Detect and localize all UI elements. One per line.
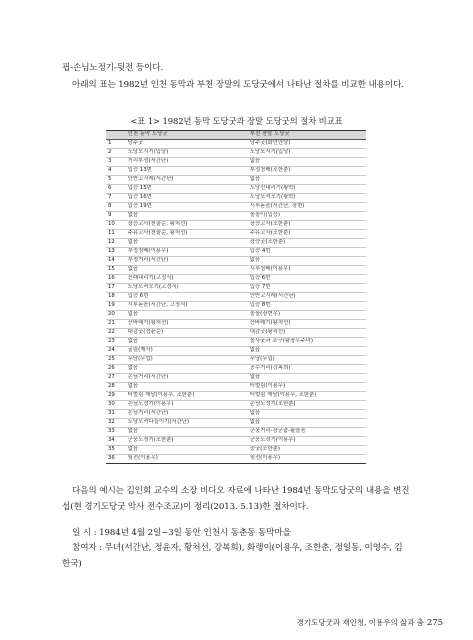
- row-number: 35: [108, 446, 115, 453]
- jangmal-cell: 도당모셔오기(황학): [249, 194, 296, 201]
- row-number: 28: [108, 383, 115, 390]
- table-row: [106, 338, 366, 347]
- dongmak-cell: 무당(무업): [127, 356, 153, 363]
- jangmal-cell: 주유고사(조한춘): [249, 230, 291, 237]
- dongmak-cell: 안반고시레(서간난): [127, 176, 174, 183]
- header-dongmak: 인천 동막 도당굿: [126, 131, 248, 140]
- dongmak-cell: 손님노정기(이용우): [127, 401, 174, 408]
- dongmak-cell: 당주굿: [127, 140, 144, 147]
- row-number: 24: [108, 347, 115, 354]
- table-row: [106, 329, 366, 338]
- jangmal-cell: 없음: [249, 347, 261, 354]
- table-row: [106, 401, 366, 410]
- table-row: [106, 194, 366, 203]
- table-row: [106, 158, 366, 167]
- table-header-row: [106, 131, 366, 140]
- dongmak-cell: 없음: [127, 239, 139, 246]
- row-number: 18: [108, 293, 115, 300]
- row-number: 22: [108, 329, 115, 336]
- jangmal-cell: 없음: [249, 419, 261, 426]
- jangmal-cell: 없음: [249, 158, 261, 165]
- dongmak-cell: 신래내리기(고정식): [127, 275, 174, 282]
- body-text-line-3b: 섭(현 경기도당굿 악사 전수조교)이 정리(2013. 5.13)한 절차이다.: [62, 502, 309, 512]
- table-row: [106, 428, 366, 437]
- jangmal-cell: 없음: [249, 374, 261, 381]
- row-number: 21: [108, 320, 115, 327]
- jangmal-cell: 입승 7번: [249, 284, 271, 291]
- table-row: [106, 239, 366, 248]
- dongmak-cell: 입승 6번: [127, 293, 149, 300]
- table-row: [106, 185, 366, 194]
- row-number: 6: [108, 185, 112, 192]
- jangmal-cell: 입승 6번: [249, 275, 271, 282]
- row-number: 3: [108, 158, 112, 165]
- row-number: 11: [108, 230, 115, 237]
- procedure-comparison-table: [106, 130, 366, 464]
- jangmal-cell: 뒷전(이용우): [249, 455, 280, 462]
- page-number: 275: [426, 618, 443, 628]
- jangmal-cell: 없음: [249, 410, 261, 417]
- dongmak-cell: 손님거리(서간난): [127, 410, 169, 417]
- jangmal-cell: 돌사굿과 조구(황장우주녀): [249, 338, 313, 345]
- dongmak-cell: 주유고사(천술순, 황처선): [127, 230, 188, 237]
- jangmal-cell: 산바래기(황처선): [249, 320, 291, 327]
- table-row: [106, 284, 366, 293]
- row-number: 14: [108, 257, 115, 264]
- dongmak-cell: 부정거리(서간난): [127, 257, 169, 264]
- jangmal-cell: 터벌림(이용우): [249, 383, 286, 390]
- table-caption: <표 1> 1982년 동막 도당굿과 장말 도당굿의 절차 비교표: [130, 116, 343, 126]
- footer-title: 경기도당굿과 재인청, 이용우의 삶과 춤: [296, 618, 424, 627]
- jangmal-cell: 도당모시기(입당): [249, 149, 291, 156]
- table-row: [106, 140, 366, 149]
- participants-line-a: 참여자 : 무녀(서간난, 정윤자, 황처선, 강복희), 화랭이(이용우, 조한춘, 정일동, 이영수, 김: [72, 543, 403, 553]
- row-number: 20: [108, 311, 115, 318]
- jangmal-cell: 없음: [249, 257, 261, 264]
- dongmak-cell: 손님거리(서간난): [127, 374, 169, 381]
- jangmal-cell: 돌돌이(입승): [249, 212, 280, 219]
- jangmal-cell: 무당(무업): [249, 356, 275, 363]
- row-number: 7: [108, 194, 112, 201]
- jangmal-cell: 장승굿(조한춘): [249, 239, 286, 246]
- table-row: [106, 230, 366, 239]
- dongmak-cell: 대감굿(정윤순): [127, 329, 164, 336]
- table-row: [106, 392, 366, 401]
- row-number: 23: [108, 338, 115, 345]
- table-row: [106, 437, 366, 446]
- jangmal-cell: 군웅노정기(이용우): [249, 437, 296, 444]
- row-number: 4: [108, 167, 112, 174]
- row-number: 31: [108, 410, 115, 417]
- dongmak-cell: 터벌림 재담(이용우, 조한춘): [127, 392, 195, 399]
- row-number: 19: [108, 302, 115, 309]
- dongmak-cell: 거리부정(서간난): [127, 158, 169, 165]
- dongmak-cell: 입승 19번: [127, 203, 152, 210]
- table-row: [106, 311, 366, 320]
- table-row: [106, 167, 366, 176]
- row-number: 32: [108, 419, 115, 426]
- jangmal-cell: 도당신내리기(황학): [249, 185, 296, 192]
- row-number: 12: [108, 239, 115, 246]
- participants-line-b: 한국): [62, 559, 82, 569]
- jangmal-cell: 입승 8번: [249, 302, 271, 309]
- table-row: [106, 293, 366, 302]
- row-number: 2: [108, 149, 112, 156]
- dongmak-cell: 도당모셔다들이기(서간난): [127, 419, 190, 426]
- dongmak-cell: 시루돋음(서간난, 고정식): [127, 302, 188, 309]
- jangmal-cell: 손님노정기(조한춘): [249, 401, 296, 408]
- table-row: [106, 410, 366, 419]
- jangmal-cell: 중굿(조한춘): [249, 446, 280, 453]
- row-number: 8: [108, 203, 112, 210]
- table-row: [106, 383, 366, 392]
- dongmak-cell: 없음: [127, 365, 139, 372]
- row-number: 13: [108, 248, 115, 255]
- table-row: [106, 356, 366, 365]
- dongmak-cell: 없음: [127, 383, 139, 390]
- dongmak-cell: 없음: [127, 428, 139, 435]
- header-number: [106, 131, 126, 140]
- dongmak-cell: 없음: [127, 212, 139, 219]
- table-row: [106, 347, 366, 356]
- row-number: 29: [108, 392, 115, 399]
- table-row: [106, 257, 366, 266]
- table-row: [106, 275, 366, 284]
- dongmak-cell: 장승고사(천술순, 황처선): [127, 221, 188, 228]
- table-row: [106, 221, 366, 230]
- running-footer: [297, 617, 443, 628]
- row-number: 30: [108, 401, 115, 408]
- jangmal-cell: 돌돌(장현우): [249, 311, 280, 318]
- row-number: 5: [108, 176, 112, 183]
- dongmak-cell: 없음: [127, 311, 139, 318]
- table-row: [106, 248, 366, 257]
- jangmal-cell: 당주굿(화인안당): [249, 140, 291, 147]
- row-number: 15: [108, 266, 115, 273]
- dongmak-cell: 군웅노정기(조한춘): [127, 437, 174, 444]
- row-number: 26: [108, 365, 115, 372]
- jangmal-cell: 시루돋음(서간난, 장현): [249, 203, 305, 210]
- dongmak-cell: 부정청배(이용우): [127, 248, 169, 255]
- table-row: [106, 176, 366, 185]
- jangmal-cell: 대감굿(황처선): [249, 329, 286, 336]
- jangmal-cell: 시루청배(이용우): [249, 266, 291, 273]
- jangmal-cell: 없음: [249, 176, 261, 183]
- table-row: [106, 419, 366, 428]
- body-text-line-1: 핍-손님노정기-뒷전 등이다.: [62, 63, 164, 73]
- dongmak-cell: 굴림(제사): [127, 347, 153, 354]
- dongmak-cell: 산바래기(황처선): [127, 320, 169, 327]
- dongmak-cell: 없음: [127, 446, 139, 453]
- table-row: [106, 455, 366, 464]
- table-row: [106, 266, 366, 275]
- row-number: 17: [108, 284, 115, 291]
- body-text-line-2: 아래의 표는 1982년 인천 동막과 부천 장말의 도당굿에서 나타난 절차를 비교한 내용이다.: [72, 80, 404, 90]
- dongmak-cell: 도당모시기(입당): [127, 149, 169, 156]
- table-row: [106, 302, 366, 311]
- dongmak-cell: 입승 15번: [127, 185, 152, 192]
- table-row: [106, 203, 366, 212]
- header-jangmal: 부천 장말 도당굿: [248, 131, 366, 140]
- table-row: [106, 320, 366, 329]
- jangmal-cell: 공수거리(강복희): [249, 365, 291, 372]
- row-number: 10: [108, 221, 115, 228]
- jangmal-cell: 안반고시레(서간난): [249, 293, 296, 300]
- body-text-line-3a: 다음의 예시는 김인회 교수의 소장 비디오 자료에 나타난 1984년 동막도당굿의 내용을 변진: [72, 486, 410, 496]
- table-body: [106, 140, 366, 464]
- jangmal-cell: 입승 4번: [249, 248, 271, 255]
- dongmak-cell: 도당모셔오기(고정식): [127, 284, 179, 291]
- table-row: [106, 365, 366, 374]
- jangmal-cell: 군웅거리-장군춤-활놀음: [249, 428, 306, 435]
- row-number: 9: [108, 212, 112, 219]
- table-row: [106, 212, 366, 221]
- row-number: 25: [108, 356, 115, 363]
- jangmal-cell: 부정청배(조한춘): [249, 167, 291, 174]
- dongmak-cell: 없음: [127, 266, 139, 273]
- row-number: 1: [108, 140, 112, 147]
- dongmak-cell: 입승 13번: [127, 167, 152, 174]
- row-number: 27: [108, 374, 115, 381]
- dongmak-cell: 없음: [127, 338, 139, 345]
- row-number: 16: [108, 275, 115, 282]
- row-number: 34: [108, 437, 115, 444]
- date-line: 일 시 : 1984년 4월 2일~3일 동안 인천시 동춘동 동막마을: [72, 528, 291, 538]
- dongmak-cell: 뒷전(이용우): [127, 455, 158, 462]
- jangmal-cell: 장승고사(조한춘): [249, 221, 291, 228]
- table-row: [106, 374, 366, 383]
- table-row: [106, 446, 366, 455]
- row-number: 36: [108, 455, 115, 462]
- table-row: [106, 149, 366, 158]
- row-number: 33: [108, 428, 115, 435]
- jangmal-cell: 터벌림 재담(이용우, 조한춘): [249, 392, 317, 399]
- dongmak-cell: 입승 16번: [127, 194, 152, 201]
